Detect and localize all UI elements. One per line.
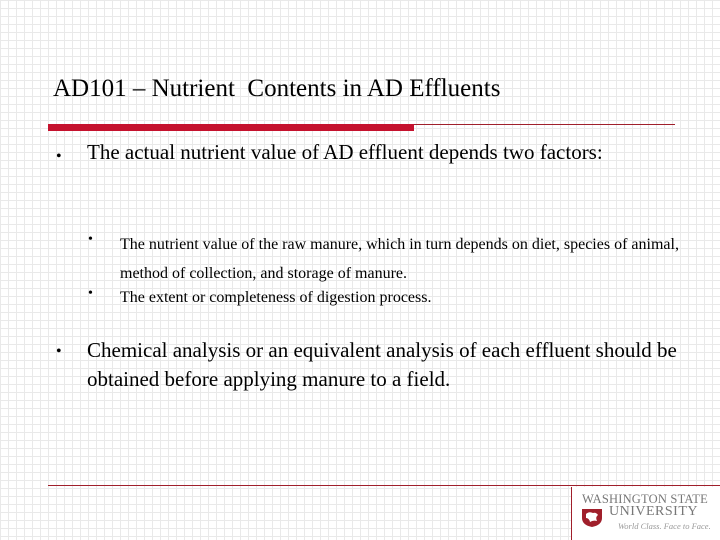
slide-title: AD101 – Nutrient Contents in AD Effluents — [53, 75, 501, 102]
sub-bullet-marker: • — [88, 232, 93, 247]
bullet-text-2: Chemical analysis or an equivalent analysis of each effluent should be obtained before applying manure to a field. — [87, 338, 677, 391]
cougar-seal-icon — [580, 506, 604, 528]
sub-bullet-text-1: The nutrient value of the raw manure, which in turn depends on diet, species of animal, method of collection, and storage of manure. — [120, 236, 679, 282]
logo-wordmark-line2: UNIVERSITY — [609, 504, 698, 519]
sub-bullet-text-2: The extent or completeness of digestion process. — [120, 289, 432, 306]
footer-rule — [48, 485, 720, 486]
bullet-text-1: The actual nutrient value of AD effluent depends two factors: — [87, 140, 603, 164]
title-underline-accent — [48, 124, 414, 131]
logo-wordmark-line1: WASHINGTON STATE — [582, 492, 708, 506]
title-underline-rule — [414, 124, 675, 125]
university-logo — [571, 487, 720, 540]
logo-tagline: World Class. Face to Face. — [618, 521, 711, 531]
bullet-marker: • — [56, 343, 62, 360]
sub-bullet-marker: • — [88, 286, 93, 301]
bullet-marker: • — [56, 148, 62, 165]
